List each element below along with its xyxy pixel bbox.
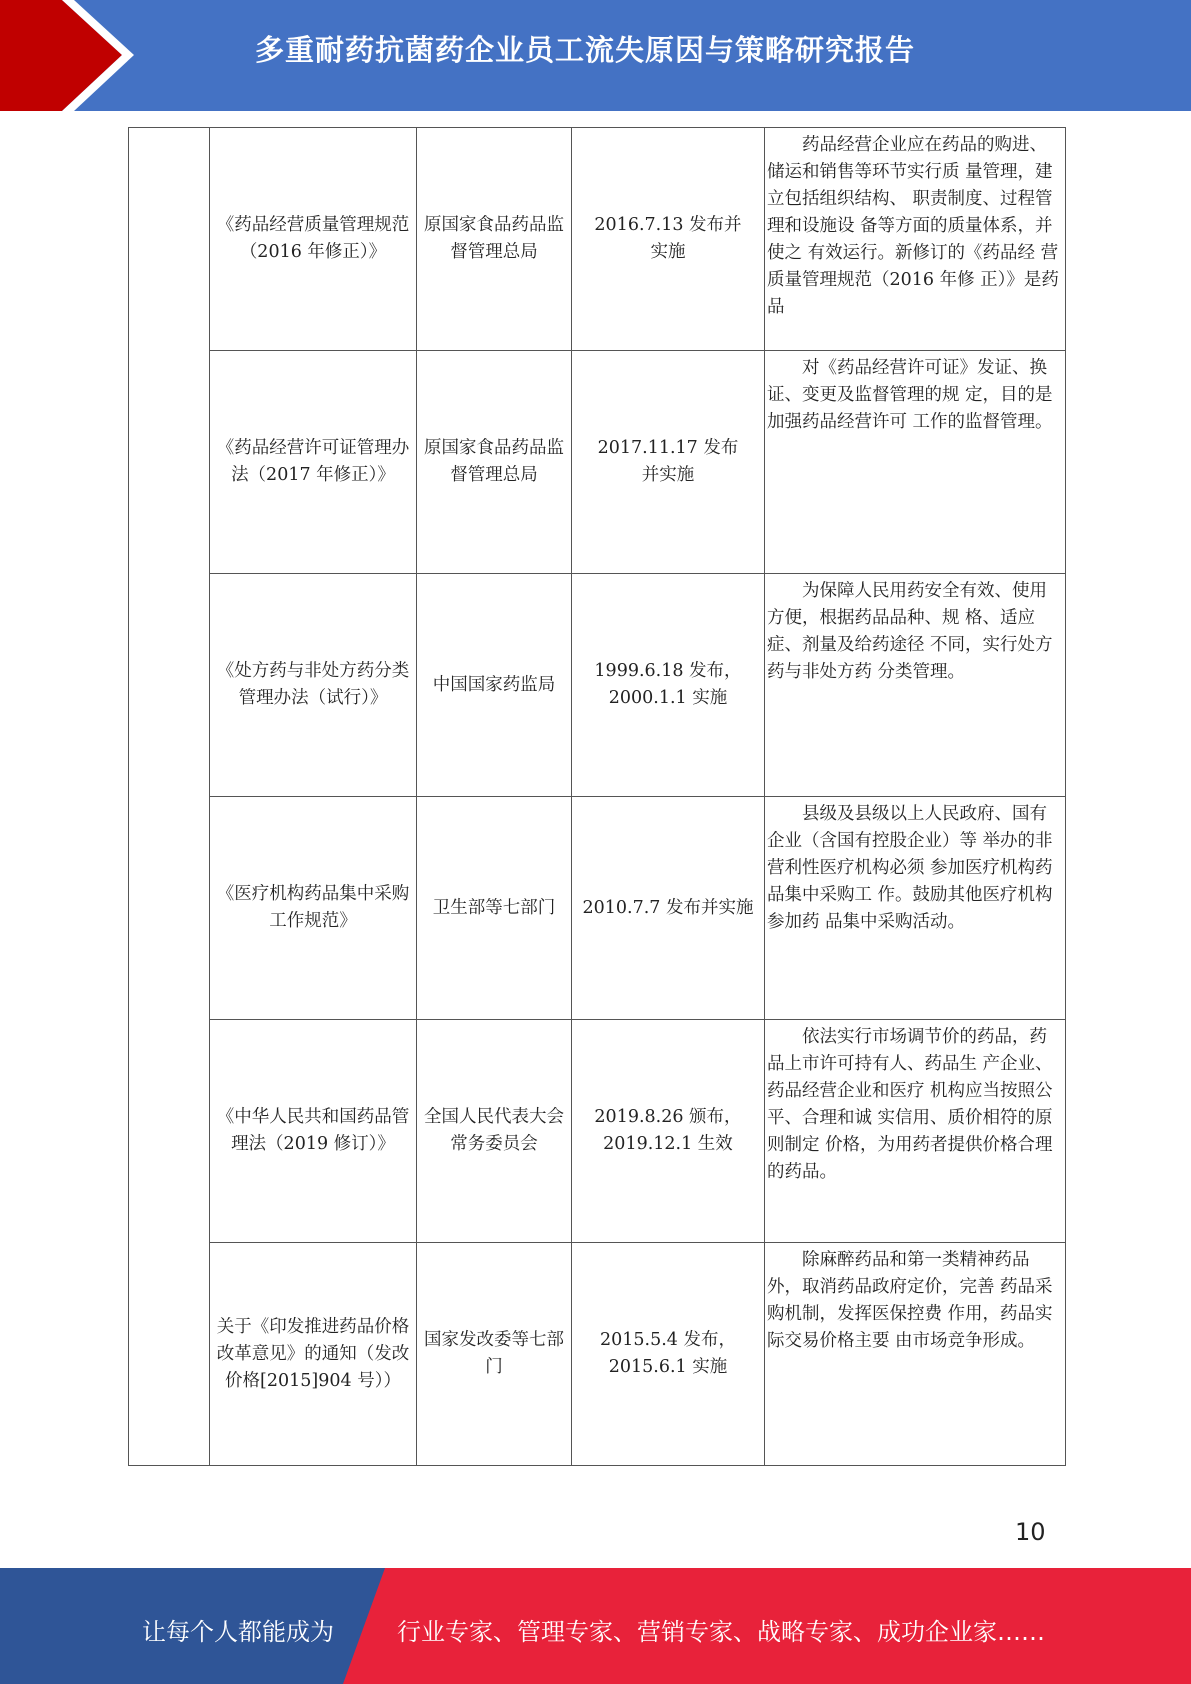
description-cell bbox=[765, 1243, 1066, 1466]
policy-table bbox=[128, 127, 1066, 1466]
description-cell bbox=[765, 1020, 1066, 1243]
description-text: 药品经营企业应在药品的购进、储运和销售等环节实行质 量管理，建立包括组织结构、 职责制度、过程管理和设施设 备等方面的质量体系，并使之 有效运行。新修订的《药品经 营质量管理规范（2016 年修 正）》是药品 bbox=[767, 135, 1059, 317]
footer-slogan-left: 让每个人都能成为 bbox=[142, 1618, 334, 1646]
issuing-dept-cell: 国家发改委等七部门 bbox=[417, 1243, 572, 1466]
page-header bbox=[0, 0, 1191, 111]
description-cell bbox=[765, 574, 1066, 797]
policy-name-cell: 《药品经营质量管理规范（2016 年修正）》 bbox=[210, 128, 417, 351]
description-text: 依法实行市场调节价的药品，药品上市许可持有人、药品生 产企业、药品经营企业和医疗 机构应当按照公平、合理和诚 实信用、质价相符的原则制定 价格，为用药者提供价格合理 的药品。 bbox=[767, 1027, 1053, 1182]
date-text: 1999.6.18 发布，2000.1.1 实施 bbox=[594, 661, 742, 708]
date-text: 2017.11.17 发布并实施 bbox=[597, 438, 739, 485]
description-cell bbox=[765, 128, 1066, 351]
date-text: 2016.7.13 发布并实施 bbox=[594, 215, 742, 262]
policy-name-cell: 《中华人民共和国药品管理法（2019 修订）》 bbox=[210, 1020, 417, 1243]
table-row bbox=[129, 574, 1066, 797]
date-text: 2019.8.26 颁布，2019.12.1 生效 bbox=[594, 1107, 742, 1154]
policy-name-cell: 关于《印发推进药品价格改革意见》的通知（发改价格[2015]904 号）） bbox=[210, 1243, 417, 1466]
table-row bbox=[129, 1243, 1066, 1466]
date-cell bbox=[572, 351, 765, 574]
description-text: 除麻醉药品和第一类精神药品外，取消药品政府定价，完善 药品采购机制，发挥医保控费 作用，药品实际交易价格主要 由市场竞争形成。 bbox=[767, 1250, 1053, 1351]
date-cell bbox=[572, 1020, 765, 1243]
date-cell bbox=[572, 1243, 765, 1466]
page-number: 10 bbox=[1015, 1518, 1046, 1546]
description-text: 县级及县级以上人民政府、国有企业（含国有控股企业）等 举办的非营利性医疗机构必须 参加医疗机构药品集中采购工 作。鼓励其他医疗机构参加药 品集中采购活动。 bbox=[767, 804, 1053, 932]
page-footer bbox=[0, 1568, 1191, 1684]
issuing-dept-cell: 卫生部等七部门 bbox=[417, 797, 572, 1020]
policy-name-cell: 《处方药与非处方药分类管理办法（试行）》 bbox=[210, 574, 417, 797]
issuing-dept-cell: 原国家食品药品监督管理总局 bbox=[417, 128, 572, 351]
table-row bbox=[129, 797, 1066, 1020]
description-cell bbox=[765, 797, 1066, 1020]
issuing-dept-cell: 全国人民代表大会常务委员会 bbox=[417, 1020, 572, 1243]
table-row bbox=[129, 128, 1066, 351]
header-title: 多重耐药抗菌药企业员工流失原因与策略研究报告 bbox=[255, 33, 916, 67]
table-row bbox=[129, 351, 1066, 574]
date-cell bbox=[572, 128, 765, 351]
issuing-dept-cell: 原国家食品药品监督管理总局 bbox=[417, 351, 572, 574]
date-cell: 2010.7.7 发布并实施 bbox=[572, 797, 765, 1020]
policy-name-cell: 《药品经营许可证管理办法（2017 年修正）》 bbox=[210, 351, 417, 574]
table-row bbox=[129, 1020, 1066, 1243]
table-cell-empty bbox=[129, 128, 210, 1466]
description-text: 为保障人民用药安全有效、使用方便，根据药品品种、规 格、适应症、剂量及给药途径 不同，实行处方药与非处方药 分类管理。 bbox=[767, 581, 1053, 682]
description-text: 对《药品经营许可证》发证、换证、变更及监督管理的规 定，目的是加强药品经营许可 工作的监督管理。 bbox=[767, 358, 1053, 432]
footer-slogan-right: 行业专家、管理专家、营销专家、战略专家、成功企业家…… bbox=[397, 1618, 1045, 1646]
description-cell bbox=[765, 351, 1066, 574]
issuing-dept-cell: 中国国家药监局 bbox=[417, 574, 572, 797]
header-arrow-decoration bbox=[0, 0, 150, 111]
date-cell bbox=[572, 574, 765, 797]
date-text: 2015.5.4 发布，2015.6.1 实施 bbox=[600, 1330, 736, 1377]
policy-name-cell: 《医疗机构药品集中采购工作规范》 bbox=[210, 797, 417, 1020]
